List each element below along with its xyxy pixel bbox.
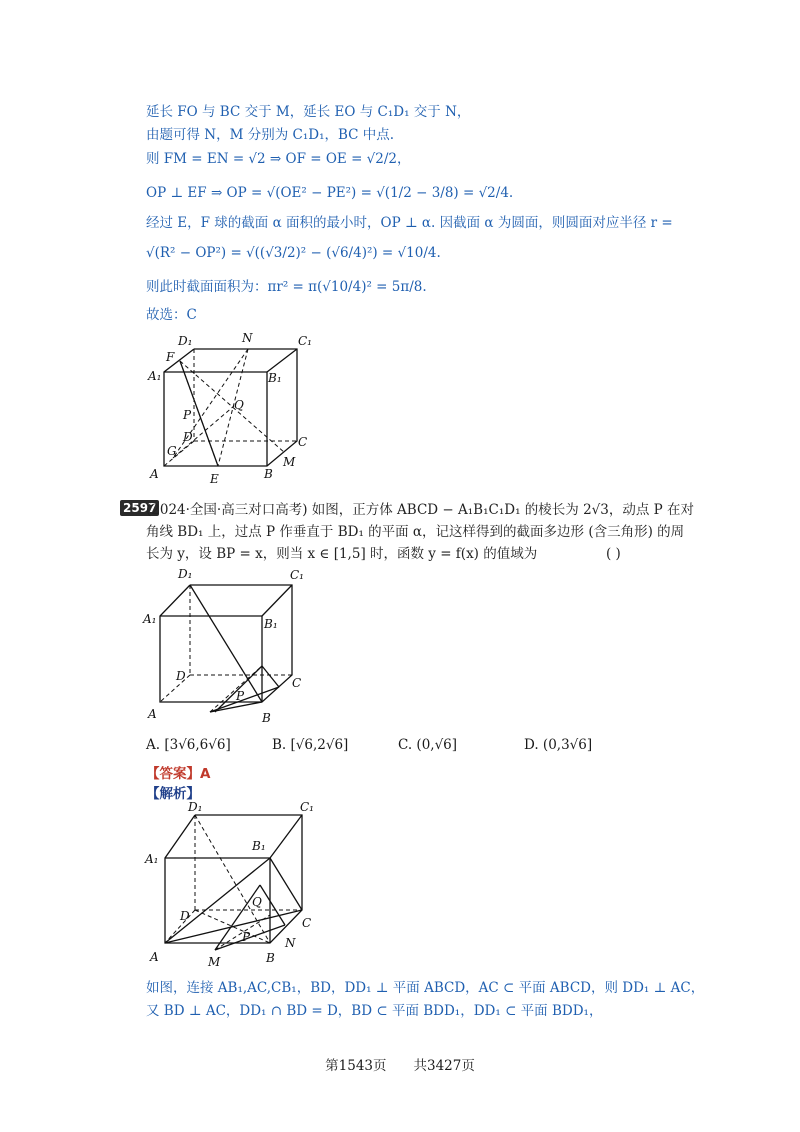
fig1-label-C: C (298, 435, 308, 449)
solution-line-2: 由题可得 N，M 分别为 C₁D₁，BC 中点. (146, 127, 395, 143)
answer-label: 【答案】A (146, 766, 211, 782)
option-c: C. (0,√6] (398, 737, 458, 753)
fig1-label-N: N (242, 331, 253, 345)
fig1-label-A1: A₁ (148, 369, 162, 383)
solution-line-3: 则 FM = EN = √2 ⇒ OF = OE = √2/2， (146, 151, 411, 167)
fig1-label-D: D (183, 430, 193, 444)
solution-line-7: 则此时截面面积为：πr² = π(√10/4)² = 5π/8. (146, 279, 427, 295)
fig3-label-M: M (208, 955, 221, 969)
fig3-label-D1: D₁ (188, 800, 203, 814)
fig2-label-A: A (148, 707, 157, 721)
fig3-label-C1: C₁ (300, 800, 314, 814)
fig2-label-P: P (236, 689, 245, 703)
fig1-label-B1: B₁ (268, 371, 282, 385)
solution-line-6: √(R² − OP²) = √((√3/2)² − (√6/4)²) = √10/4. (146, 245, 441, 261)
fig2-label-B1: B₁ (264, 617, 278, 631)
fig2-label-B: B (262, 711, 271, 725)
cube-figure-3 (140, 800, 335, 970)
analysis-label: 【解析】 (146, 786, 200, 802)
fig1-label-F: F (166, 350, 175, 364)
fig2-label-C1: C₁ (290, 568, 304, 582)
solution-line-4: OP ⊥ EF ⇒ OP = √(OE² − PE²) = √(1/2 − 3/8) = √2/4. (146, 185, 514, 201)
solution-line-5: 经过 E，F 球的截面 α 面积的最小时，OP ⊥ α. 因截面 α 为圆面，则圆面对应半径 r = (146, 215, 673, 231)
option-a: A. [3√6,6√6] (146, 737, 231, 753)
fig1-label-C1: C₁ (298, 334, 312, 348)
problem-line-1: (2024·全国·高三对口高考) 如图，正方体 ABCD − A₁B₁C₁D₁ 的棱长为 2√3，动点 P 在对 (146, 502, 695, 518)
fig1-label-B: B (264, 467, 273, 481)
answer-paren: ( ) (606, 546, 621, 562)
fig1-label-D1: D₁ (178, 334, 193, 348)
cube-figure-2 (140, 562, 330, 727)
fig2-label-C: C (292, 676, 302, 690)
fig2-label-D1: D₁ (178, 567, 193, 581)
analysis-line-1: 如图，连接 AB₁,AC,CB₁，BD，DD₁ ⊥ 平面 ABCD，AC ⊂ 平面 ABCD，则 DD₁ ⊥ AC， (146, 980, 705, 996)
problem-line-2: 角线 BD₁ 上，过点 P 作垂直于 BD₁ 的平面 α，记这样得到的截面多边形 (含三角形) 的周 (146, 524, 685, 540)
fig3-label-A1: A₁ (145, 852, 159, 866)
fig3-label-P: P (242, 930, 251, 944)
fig1-label-P: P (183, 408, 192, 422)
fig3-label-Q: Q (252, 895, 262, 909)
fig1-label-A: A (150, 467, 159, 481)
fig3-label-A: A (150, 950, 159, 964)
fig2-label-A1: A₁ (143, 612, 157, 626)
fig3-label-B: B (266, 951, 275, 965)
page-footer: 第1543页 共3427页 (325, 1058, 475, 1074)
fig3-label-C: C (302, 916, 312, 930)
fig3-label-D: D (180, 909, 190, 923)
solution-line-1: 延长 FO 与 BC 交于 M，延长 EO 与 C₁D₁ 交于 N， (146, 104, 471, 120)
fig3-label-N: N (285, 936, 296, 950)
analysis-line-2: 又 BD ⊥ AC，DD₁ ∩ BD = D，BD ⊂ 平面 BDD₁，DD₁ ⊂ 平面 BDD₁， (146, 1003, 603, 1019)
fig1-label-G: G (167, 444, 177, 458)
option-d: D. (0,3√6] (524, 737, 593, 753)
problem-line-3: 长为 y，设 BP = x，则当 x ∈ [1,5] 时，函数 y = f(x) 的值域为 (146, 546, 538, 562)
option-b: B. [√6,2√6] (272, 737, 349, 753)
fig1-label-M: M (283, 455, 296, 469)
fig1-label-E: E (210, 472, 219, 486)
solution-line-8: 故选：C (146, 307, 197, 323)
fig3-label-B1: B₁ (252, 839, 266, 853)
fig2-label-D: D (176, 669, 186, 683)
fig1-label-Q: Q (234, 398, 244, 412)
problem-number-badge: 2597 (120, 500, 159, 516)
cube-figure-1 (140, 328, 330, 488)
